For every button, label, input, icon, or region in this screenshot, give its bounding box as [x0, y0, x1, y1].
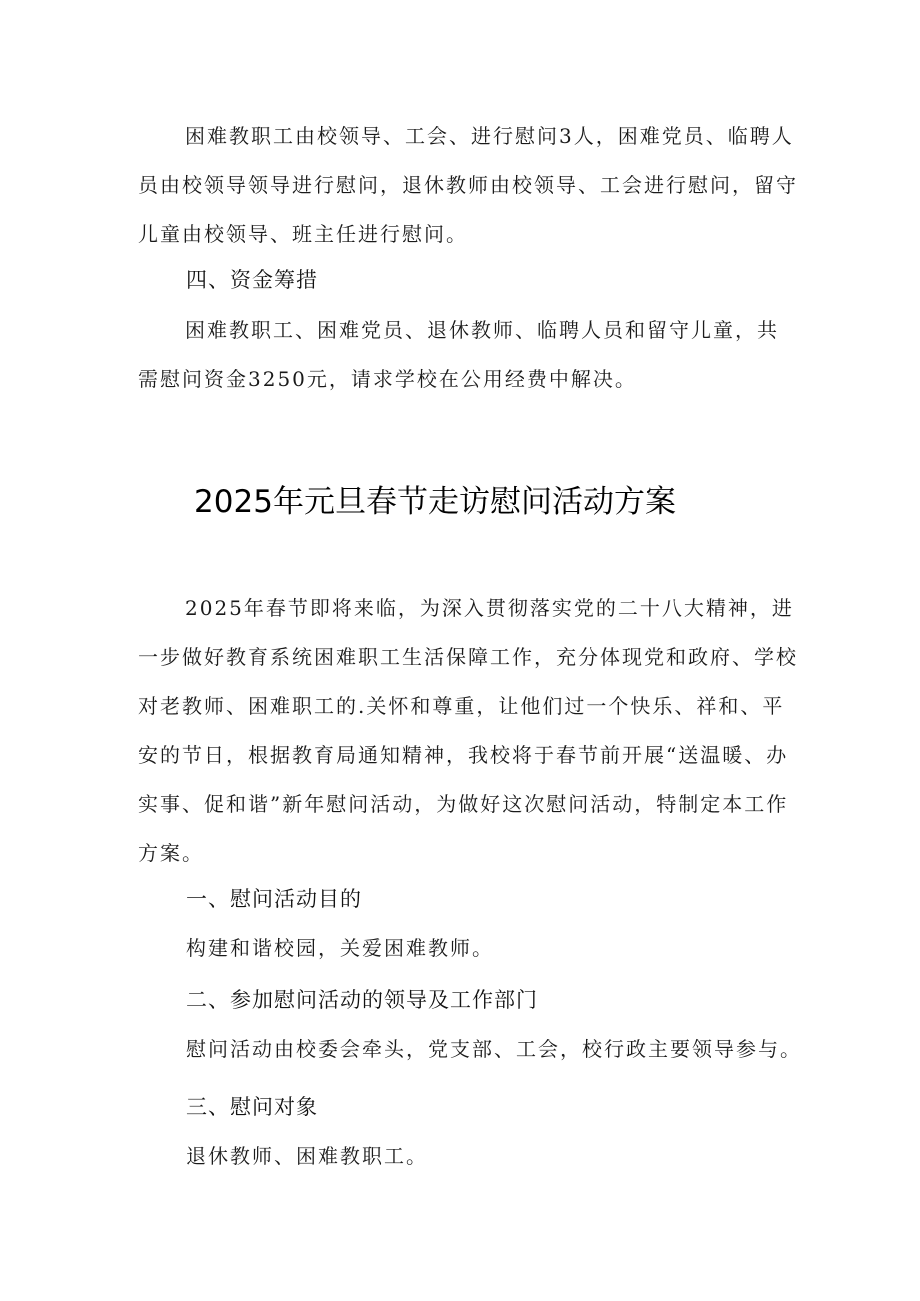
- heading-purpose: 一、慰问活动目的: [186, 887, 362, 911]
- paragraph-funding: 困难教职工、困难党员、退休教师、临聘人员和留守儿童，共需慰问资金3250元，请求学校在公用经费中解决。: [138, 318, 779, 391]
- paragraph-recipients: 退休教师、困难教职工。: [186, 1144, 428, 1168]
- paragraph-intro: 2025年春节即将来临，为深入贯彻落实党的二十八大精神，进一步做好教育系统困难职工生活保障工作，充分体现党和政府、学校对老教师、困难职工的.关怀和尊重，让他们过一个快乐、祥和、平安的节日，根据教育局通知精神，我校将于春节前开展“送温暖、办实事、促和谐”新年慰问活动，为做好这次慰问活动，特制定本工作方案。: [138, 596, 798, 865]
- heading-funding: 四、资金筹措: [186, 268, 318, 292]
- document-title: 2025年元旦春节走访慰问活动方案: [194, 484, 676, 520]
- paragraph-purpose: 构建和谐校园，关爱困难教师。: [186, 936, 494, 960]
- paragraph-condolence-arrangement: 困难教职工由校领导、工会、进行慰问3人，困难党员、临聘人员由校领导领导进行慰问，退休教师由校领导、工会进行慰问，留守儿童由校领导、班主任进行慰问。: [138, 124, 798, 246]
- heading-participants: 二、参加慰问活动的领导及工作部门: [186, 988, 538, 1012]
- heading-recipients: 三、慰问对象: [186, 1095, 318, 1119]
- paragraph-participants: 慰问活动由校委会牵头，党支部、工会，校行政主要领导参与。: [186, 1037, 802, 1061]
